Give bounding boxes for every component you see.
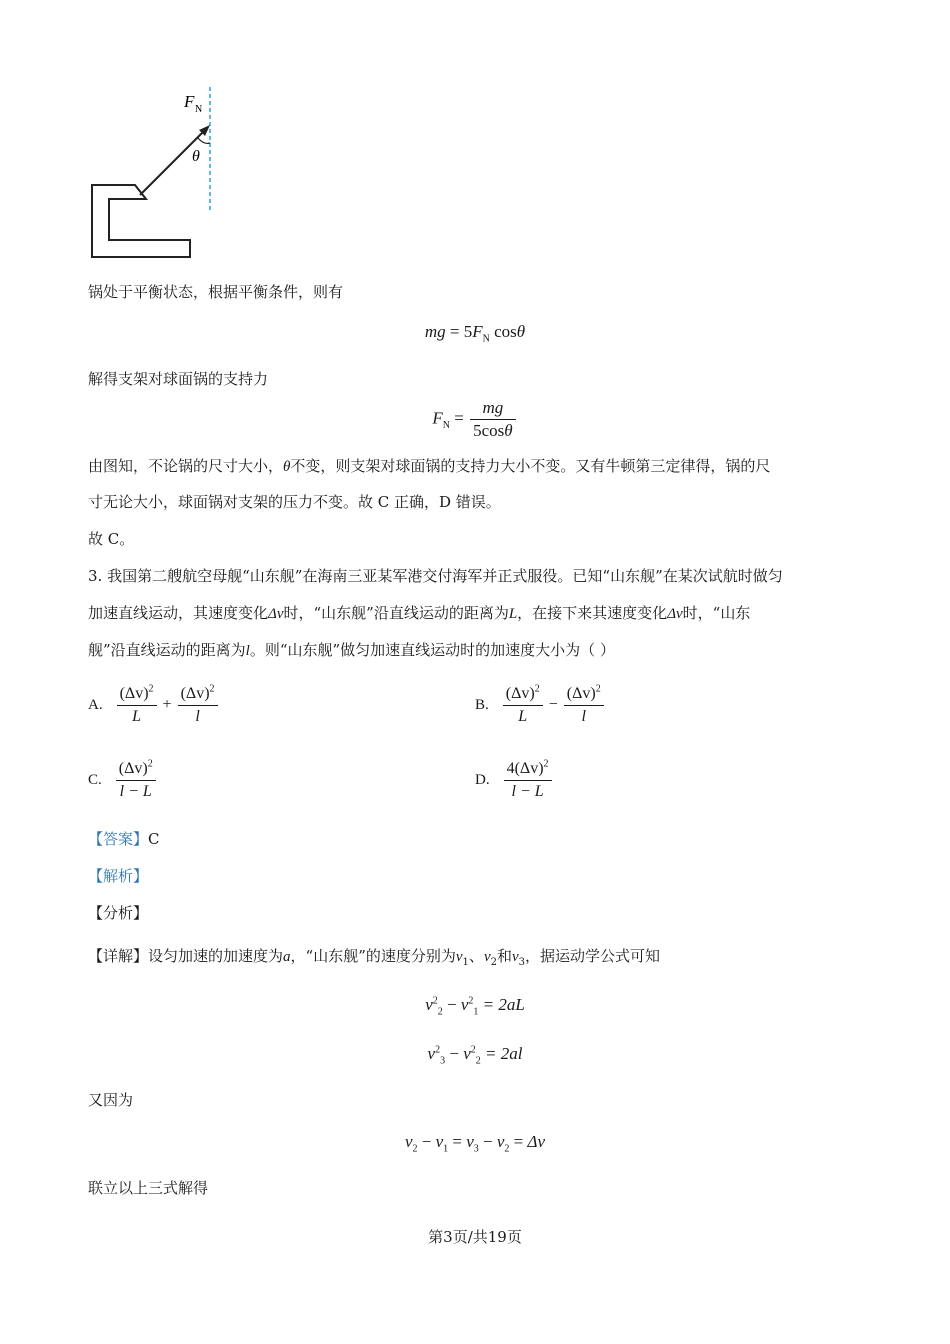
detail-d: 和 <box>496 947 512 965</box>
option-a-frac-1 <box>117 684 157 727</box>
force-diagram <box>80 85 230 269</box>
q2-dv-1: Δv <box>268 606 284 622</box>
q2-L: L <box>508 606 518 622</box>
option-d-label: D. <box>475 772 490 788</box>
answer-value: C <box>148 830 160 848</box>
c-den: l − L <box>119 783 152 800</box>
c-sup: 2 <box>147 758 153 770</box>
eq1-mg: mg <box>424 322 446 341</box>
d-den: l − L <box>511 783 544 800</box>
question-number: 3. <box>88 567 103 585</box>
eq3-v1-sub: 1 <box>473 1006 479 1018</box>
eq2-numerator: mg <box>470 398 516 420</box>
text-line-3b: 不变，则支架对球面锅的支持力大小不变。又有牛顿第三定律得，锅的尺 <box>290 457 771 475</box>
eq4-v3-sup: 2 <box>435 1044 441 1056</box>
a-sup-2: 2 <box>209 683 215 695</box>
b-den-2: l <box>581 708 586 725</box>
a-num-2: (Δv) <box>180 685 210 702</box>
option-b[interactable] <box>475 684 606 727</box>
eq5-v1: v <box>435 1132 444 1151</box>
b-num-1: (Δv) <box>505 685 535 702</box>
detail-v2: v <box>483 949 491 965</box>
eq2-N: N <box>442 419 450 431</box>
eq4-v2-sup: 2 <box>470 1044 476 1056</box>
eq5-v2b: v <box>496 1132 505 1151</box>
b-sup-1: 2 <box>534 683 540 695</box>
text-line-3-theta: θ <box>283 459 291 475</box>
equation-4 <box>0 1044 950 1067</box>
q3b: 。则“山东舰”做匀加速直线运动时的加速度大小为（ ） <box>249 641 615 659</box>
force-label: F <box>184 92 195 111</box>
q2a: 加速直线运动，其速度变化 <box>88 604 269 622</box>
detail-v1-sub: 1 <box>462 957 469 968</box>
text-line-2: 解得支架对球面锅的支持力 <box>88 370 269 388</box>
eq3-rhs: = 2aL <box>482 995 525 1014</box>
eq5-dv: Δv <box>527 1132 546 1151</box>
detail-v2-sub: 2 <box>490 957 497 968</box>
bracket-shape <box>92 185 190 257</box>
question-3-line-1 <box>88 566 783 586</box>
force-label-sub: N <box>195 104 203 115</box>
q2d: 时，“山东 <box>682 604 751 622</box>
eq2-F: F <box>432 408 443 428</box>
d-num: 4(Δv) <box>506 760 544 777</box>
answer-tag: 【答案】 <box>88 830 149 848</box>
text-line-4: 寸无论大小，球面锅对支架的压力不变。故 C 正确，D 错误。 <box>88 493 501 511</box>
eq3-minus: − <box>446 995 457 1014</box>
equation-3 <box>0 995 950 1018</box>
eq3-v2: v <box>425 995 433 1014</box>
question-3-line-3 <box>88 640 615 661</box>
q2-dv-2: Δv <box>667 606 683 622</box>
bracket-force-svg <box>80 85 230 265</box>
eq2-equals: = <box>454 408 464 428</box>
eq5-v3-sub: 3 <box>473 1143 479 1155</box>
eq5-minus-1: − <box>421 1132 432 1151</box>
option-a-label: A. <box>88 697 103 713</box>
answer-line <box>88 829 160 849</box>
a-sup-1: 2 <box>148 683 154 695</box>
eq2-theta: θ <box>504 421 513 440</box>
a-den-2: l <box>195 708 200 725</box>
question-3-text-1: 我国第二艘航空母舰“山东舰”在海南三亚某军港交付海军并正式服役。已知“山东舰”在某次试航时做匀 <box>107 567 783 585</box>
option-b-minus: − <box>548 696 558 714</box>
q3-l: l <box>245 643 250 659</box>
option-d[interactable] <box>475 759 554 802</box>
page-footer: 第3页/共19页 <box>428 1228 522 1246</box>
text-line-3a: 由图知，不论锅的尺寸大小， <box>88 457 284 475</box>
detail-v1: v <box>455 949 463 965</box>
eq1-N: N <box>482 333 490 345</box>
eq4-minus: − <box>449 1044 459 1063</box>
option-a-plus: + <box>162 696 172 714</box>
eq4-v3: v <box>427 1044 436 1063</box>
eq5-equals-2: = <box>513 1132 524 1151</box>
b-sup-2: 2 <box>595 683 601 695</box>
eq1-cos: cos <box>494 322 517 341</box>
eq4-v3-sub: 3 <box>440 1055 446 1067</box>
q2c: ，在接下来其速度变化 <box>517 604 668 622</box>
eq5-v2b-sub: 2 <box>504 1143 510 1155</box>
option-c-label: C. <box>88 772 102 788</box>
equation-1 <box>0 322 950 345</box>
text-lianli: 联立以上三式解得 <box>88 1179 209 1197</box>
option-a[interactable] <box>88 684 220 727</box>
eq4-v2-sub: 2 <box>475 1055 481 1067</box>
eq3-v1-sup: 2 <box>468 995 474 1007</box>
q3a: 舰”沿直线运动的距离为 <box>88 641 246 659</box>
option-a-frac-2 <box>178 684 218 727</box>
eq5-minus-2: − <box>483 1132 493 1151</box>
option-c[interactable] <box>88 759 158 802</box>
eq2-denominator: 5cos <box>473 421 505 440</box>
eq3-v2-sup: 2 <box>432 995 438 1007</box>
eq5-v2a-sub: 2 <box>412 1143 418 1155</box>
option-b-frac-2 <box>564 684 604 727</box>
eq5-v2a: v <box>404 1132 413 1151</box>
q2b: 时，“山东舰”沿直线运动的距离为 <box>283 604 509 622</box>
equation-2 <box>0 398 950 441</box>
text-line-1: 锅处于平衡状态，根据平衡条件，则有 <box>88 283 344 301</box>
detail-a-var: a <box>283 949 291 965</box>
option-d-frac <box>504 759 552 802</box>
detail-a: 设匀加速的加速度为 <box>148 947 284 965</box>
a-num-1: (Δv) <box>119 685 149 702</box>
detail-e: ，据运动学公式可知 <box>525 947 661 965</box>
eq4-v2: v <box>463 1044 471 1063</box>
fenxi-tag: 【分析】 <box>88 904 149 922</box>
a-den-1: L <box>132 708 142 725</box>
eq1-five: 5 <box>463 322 473 341</box>
eq3-v1: v <box>460 995 469 1014</box>
option-b-label: B. <box>475 697 489 713</box>
b-num-2: (Δv) <box>566 685 596 702</box>
detail-v3-sub: 3 <box>518 957 526 968</box>
option-c-frac <box>116 759 156 802</box>
b-den-1: L <box>518 708 528 725</box>
option-b-frac-1 <box>503 684 543 727</box>
analysis-tag: 【解析】 <box>88 867 149 885</box>
eq4-rhs: = 2al <box>484 1044 523 1063</box>
angle-label: θ <box>192 148 200 165</box>
eq5-v1-sub: 1 <box>443 1143 449 1155</box>
eq3-v2-sub: 2 <box>437 1006 443 1018</box>
eq1-F: F <box>472 322 483 341</box>
detail-b: ，“山东舰”的速度分别为 <box>290 947 456 965</box>
detail-v3: v <box>512 949 519 965</box>
d-sup: 2 <box>543 758 549 770</box>
eq5-v3: v <box>466 1132 474 1151</box>
eq2-fraction <box>470 398 516 441</box>
question-3-line-2 <box>88 603 750 624</box>
text-youyinwei: 又因为 <box>88 1091 134 1109</box>
c-num: (Δv) <box>118 760 148 777</box>
text-line-3 <box>88 456 770 477</box>
eq1-theta: θ <box>516 322 526 341</box>
eq1-equals: = <box>449 322 460 341</box>
detail-c: 、 <box>468 947 484 965</box>
eq5-equals-1: = <box>452 1132 462 1151</box>
detail-tag: 【详解】 <box>88 947 149 965</box>
text-line-5: 故 C。 <box>88 530 135 548</box>
equation-5 <box>0 1132 950 1155</box>
detail-line <box>88 946 660 967</box>
angle-arc <box>198 138 210 143</box>
